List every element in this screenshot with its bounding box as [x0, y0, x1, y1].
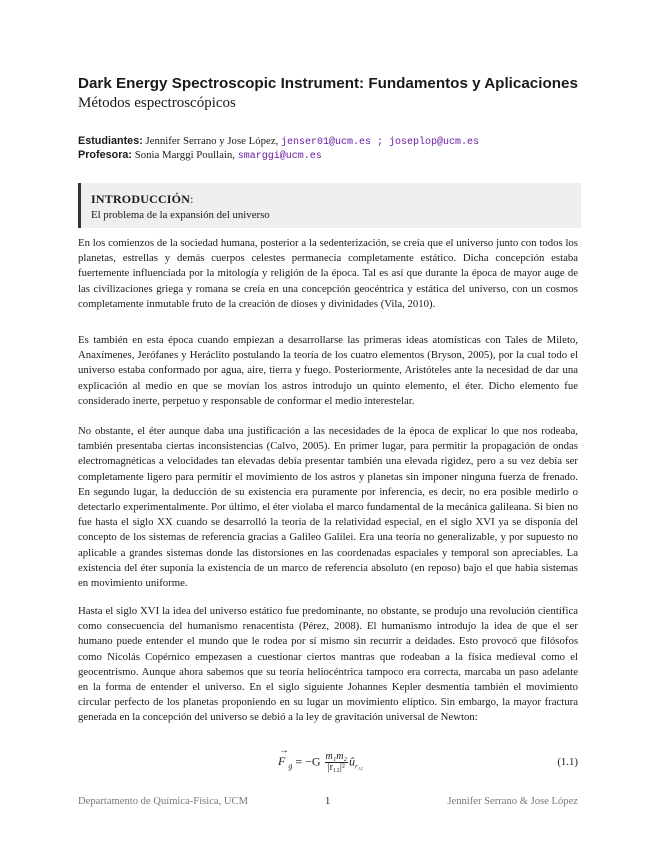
intro-heading-text: INTRODUCCIÓN [91, 192, 191, 206]
students-names: Jennifer Serrano y Jose López, [145, 135, 279, 147]
professor-email-link[interactable]: smarggi@ucm.es [237, 151, 322, 162]
document-subtitle: Métodos espectroscópicos [78, 95, 236, 111]
body-paragraph-3: No obstante, el éter aunque daba una justificación a las necesidades de la época de explicar lo que nos rodeaba, también presentaba ciertas inconsistencias (Calvo, 2005). En primer lugar, para permitir la propagación de ondas electromagnéticas a velocidades tan elevadas debía presentar también una elevada rigidez, pero a su vez debía ser completamente ligero para permitir el movimiento de los astros y planetas sin imponer ninguna fuerza de frenado. En segundo lugar, la deducción de su existencia era puramente por inferencia, es decir, no era posible medirlo o detectarlo experimentalmente. Por último, el éter violaba el marco fundamental de la mecánica galileana. Si bien no fue hasta el siglo XX cuando se desarrolló la teoría de la relatividad especial, en el siglo XVI ya se disponía del concepto de los sistemas de referencia gracias a Galileo Galilei. Era una teoría no generalizable, y por supuesto no aplicable a grandes sistemas donde las distorsiones en las coordenadas espaciales y temporal son apreciables. La existencia del éter suponía la existencia de un marco de referencia absoluto (en reposo) bajo el que habia sistemas en movimiento uniforme. [78, 425, 578, 590]
intro-subheading: El problema de la expansión del universo [91, 209, 270, 221]
professor-name: Sonia Marggi Poullain, [134, 149, 235, 161]
footer-authors: Jennifer Serrano & Jose López [447, 796, 578, 807]
newton-gravitation-equation: → F $_g$ = −G $\frac{\text{m₁m₂}}{\text{|r₁₂|²}}$ $û_{r_{12}}$ [278, 745, 363, 773]
professor-label: Profesora: [78, 149, 133, 161]
footer-department: Departamento de Química-Física, UCM [78, 796, 249, 807]
professor-line [78, 149, 322, 163]
body-paragraph-4: Hasta el siglo XVI la idea del universo estático fue predominante, no obstante, se produjo una revolución científica como consecuencia del humanismo renacentista (Pérez, 2008). El humanismo introdujo la idea de que el ser humano puede entender el mundo que le rodea por sí mismo sin recurrir a deidades. Esto provocó que filósofos como Nicolás Copérnico empezasen a cuestionar ciertos mantras que rodeaban a la física medieval como el geocentrismo. Aunque ahora sabemos que su teoría heliocéntrica tampoco era correcta, marcaba un paso adelante en la forma de entender el universo. En el siglo siguiente Johannes Kepler desmentía también el movimiento circular perfecto de los planetas proponiendo en su lugar un movimiento elíptico. Sin embargo, la mayor fractura generada en la concepción del universo se debió a la ley de gravitación universal de Newton: [78, 605, 578, 724]
eq-numerator: m₁m₂ [325, 751, 347, 762]
eq-unit: û [348, 754, 355, 769]
equation-row [78, 745, 578, 778]
eq-sign: = −G [295, 754, 321, 769]
footer-page-number: 1 [325, 796, 331, 807]
students-label: Estudiantes: [78, 135, 143, 147]
eq-lhs: F [278, 754, 286, 769]
eq-denominator: |r₁₂|² [327, 762, 345, 773]
document-title: Dark Energy Spectroscopic Instrument: Fundamentos y Aplicaciones [78, 75, 578, 92]
intro-heading-colon: : [190, 192, 194, 206]
intro-box [78, 183, 581, 228]
students-emails-link[interactable]: jenser01@ucm.es ; joseplop@ucm.es [281, 137, 480, 148]
eq-lhs-sub: g [288, 761, 293, 771]
equation-number: (1.1) [557, 756, 578, 768]
body-paragraph-2: Es también en esta época cuando empiezan a desarrollarse las primeras ideas atomísticas con Tales de Mileto, Anaxímenes, Jerófanes y Heráclito postulando la teoría de los cuatro elementos (Bryson, 2005), por la cual todo el universo estaba conformado por agua, aire, tierra y fuego. Posteriormente, Aristóteles ante la necesidad de dar una explicación al medio en que se movían los astros introdujo un quinto elemento, el éter. Dicho elemento fue considerado inerte, perpetuo y responsable de conformar el medio interestelar. [78, 334, 578, 407]
eq-unit-sub: r₁₂ [354, 762, 363, 771]
students-line [78, 135, 479, 149]
body-paragraph-1: En los comienzos de la sociedad humana, posterior a la sedenterización, se creía que el universo junto con todos los planetas, estrellas y demás cuerpos celestes permanecía completamente estático. Dicha concepción estaba fuertemente influenciada por la mitología y religión de la época. Tal es así que durante la época de mayor auge de las civilizaciones griega y romana se creía en una concepción geocéntrica y estática del universo, con un cosmos completamente inmutable fruto de la creación de dioses y divinidades (Vila, 2010). [78, 237, 578, 310]
intro-heading [91, 192, 194, 207]
